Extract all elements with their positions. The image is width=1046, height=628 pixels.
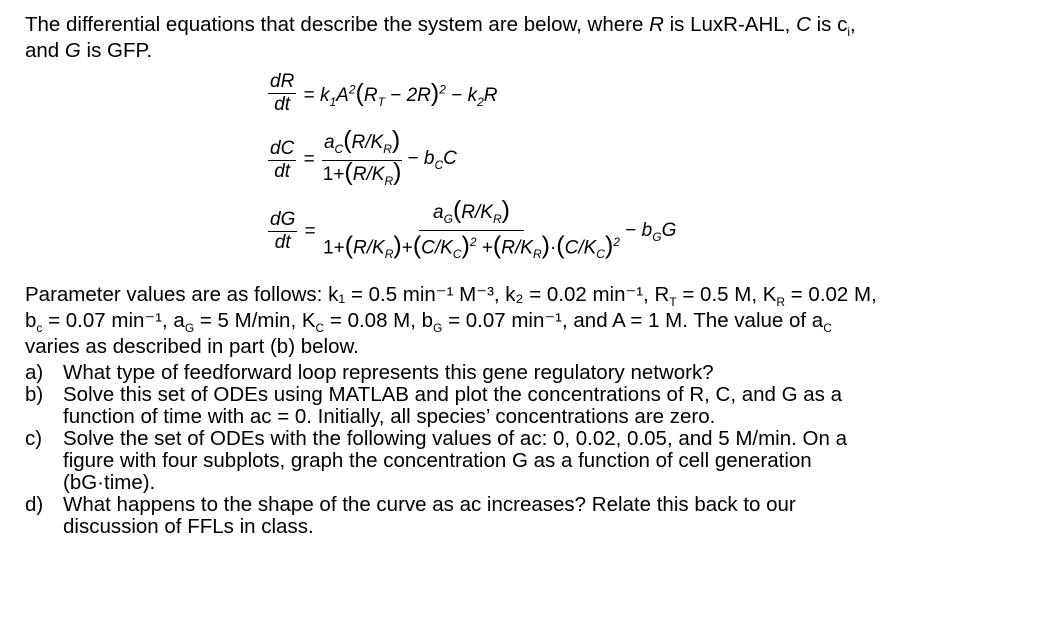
params-line-2: $b_c = 0.07$ min⁻¹, $a_G = 5$ M/min, $K_C = 0.08$ M, $b_G = 0.07$ min⁻¹, and A = 1 M. The value of $a_C$ [25, 309, 832, 336]
question-c: c) Solve the set of ODEs with the following values of ac: 0, 0.02, 0.05, and 5 M/min. On a figure with four subplots, graph the concentration G as a function of cell generation (bG·time). [25, 427, 847, 494]
eq1-rhs: = $k_1A^2(R_T - 2R)^2 - k_2R$ [303, 78, 498, 109]
equation-dC-dt: $\frac{dC}{dt}$ = $\frac{a_C(R/K_R)}{1+(R/K_R)}$ − $b_CC$ [268, 130, 457, 191]
equation-dG-dt: $\frac{dG}{dt}$ = $\frac{a_G(R/K_R)}{1+(R/K_R)+(C/K_C)^2 +(R/K_R)\cdot(C/K_C)^2}$ − $b_GG$ [268, 200, 676, 264]
params-line-3: varies as described in part (b) below. [25, 335, 359, 358]
intro-line-1: The differential equations that describe the system are below, where R is LuxR-AHL, C is $c_i$, [25, 13, 856, 40]
params-line-1: Parameter values are as follows: k₁ = 0.5 min⁻¹ M⁻³, k₂ = 0.02 min⁻¹, $R_T = 0.5$ M, $K_R = 0.02$ M, [25, 283, 877, 310]
question-b: b) Solve this set of ODEs using MATLAB and plot the concentrations of R, C, and G as a function of time with ac = 0. Initially, all species’ concentrations are zero. [25, 383, 843, 428]
question-d: d) What happens to the shape of the curve as ac increases? Relate this back to our discussion of FFLs in class. [25, 493, 796, 538]
eq2-rhs-fraction: $\frac{a_C(R/K_R)}{1+(R/K_R)}$ [322, 126, 402, 188]
eq2-lhs: $\frac{dC}{dt}$ [270, 137, 295, 182]
eq3-tail: − $b_GG$ [625, 220, 677, 244]
equation-dR-dt [268, 72, 498, 115]
intro-line-2: and G is GFP. [25, 39, 153, 62]
eq3-lhs: $\frac{dG}{dt}$ [270, 209, 296, 254]
question-a: a) What type of feedforward loop represents this gene regulatory network? [25, 361, 714, 384]
eq2-tail: − $b_CC$ [407, 148, 457, 173]
eq3-rhs-fraction: $\frac{a_G(R/K_R)}{1+(R/K_R)+(C/K_C)^2 +(R/K_R)\cdot(C/K_C)^2}$ [323, 196, 620, 261]
question-list [25, 362, 847, 538]
eq1-lhs: $\frac{dR}{dt}$ [270, 71, 295, 115]
